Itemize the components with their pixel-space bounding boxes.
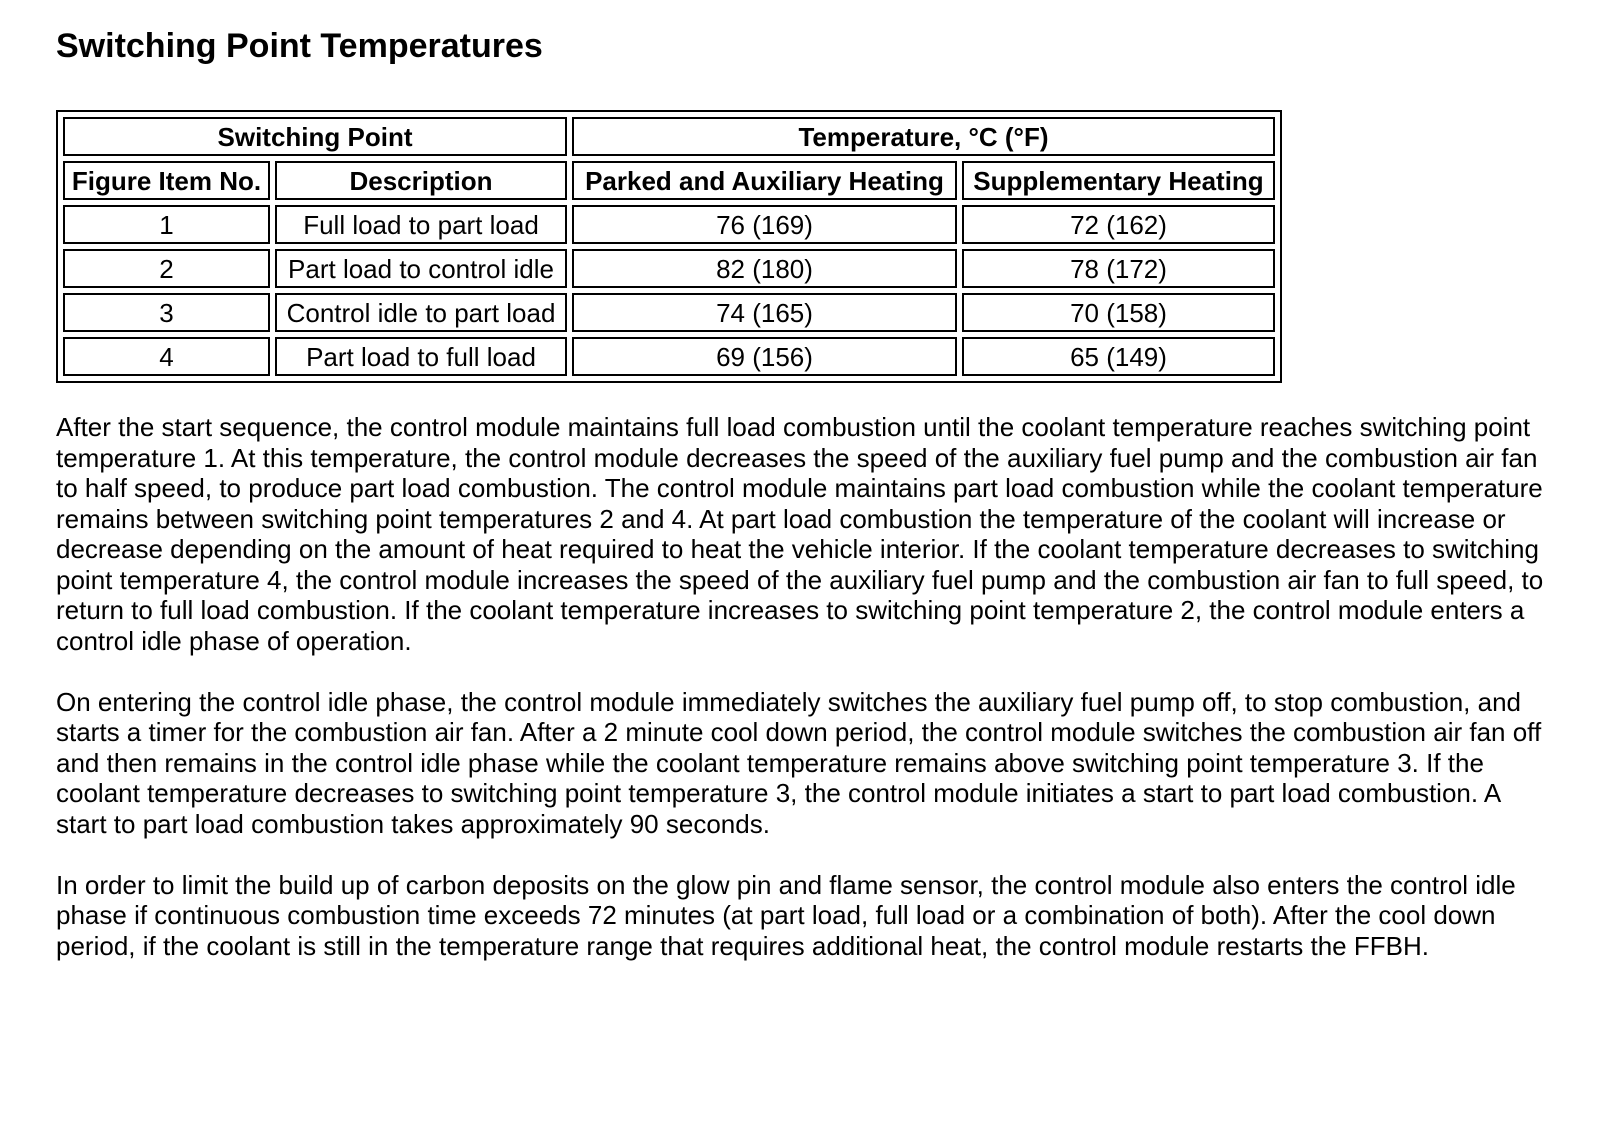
page-title: Switching Point Temperatures — [56, 27, 543, 65]
cell-figure-item-no: 3 — [63, 293, 270, 332]
table-row — [63, 249, 1275, 288]
column-header-description: Description — [275, 161, 567, 200]
switching-point-table-container — [56, 110, 1282, 383]
group-header-temperature: Temperature, °C (°F) — [572, 117, 1275, 156]
cell-description: Part load to full load — [275, 337, 567, 376]
column-header-figure-item-no: Figure Item No. — [63, 161, 270, 200]
cell-description: Part load to control idle — [275, 249, 567, 288]
cell-figure-item-no: 1 — [63, 205, 270, 244]
paragraph-full-load-sequence: After the start sequence, the control module maintains full load combustion until the coolant temperature reaches switching point temperature 1. At this temperature, the control module decreases the speed of the auxiliary fuel pump and the combustion air fan to half speed, to produce part load combustion. The control module maintains part load combustion while the coolant temperature remains between switching point temperatures 2 and 4. At part load combustion the temperature of the coolant will increase or decrease depending on the amount of heat required to heat the vehicle interior. If the coolant temperature decreases to switching point temperature 4, the control module increases the speed of the auxiliary fuel pump and the combustion air fan to full speed, to return to full load combustion. If the coolant temperature increases to switching point temperature 2, the control module enters a control idle phase of operation. — [56, 412, 1544, 656]
table-row — [63, 337, 1275, 376]
column-header-supplementary-heating: Supplementary Heating — [962, 161, 1275, 200]
cell-supplementary-heating: 78 (172) — [962, 249, 1275, 288]
cell-supplementary-heating: 70 (158) — [962, 293, 1275, 332]
group-header-switching-point: Switching Point — [63, 117, 567, 156]
cell-parked-auxiliary-heating: 74 (165) — [572, 293, 957, 332]
cell-parked-auxiliary-heating: 69 (156) — [572, 337, 957, 376]
cell-parked-auxiliary-heating: 82 (180) — [572, 249, 957, 288]
description-text — [56, 412, 1546, 992]
cell-parked-auxiliary-heating: 76 (169) — [572, 205, 957, 244]
cell-description: Control idle to part load — [275, 293, 567, 332]
cell-description: Full load to part load — [275, 205, 567, 244]
table-row — [63, 205, 1275, 244]
paragraph-control-idle-phase: On entering the control idle phase, the control module immediately switches the auxiliary fuel pump off, to stop combustion, and starts a timer for the combustion air fan. After a 2 minute cool down period, the control module switches the combustion air fan off and then remains in the control idle phase while the coolant temperature remains above switching point temperature 3. If the coolant temperature decreases to switching point temperature 3, the control module initiates a start to part load combustion. A start to part load combustion takes approximately 90 seconds. — [56, 686, 1542, 839]
column-header-parked-auxiliary-heating: Parked and Auxiliary Heating — [572, 161, 957, 200]
table-group-header-row — [63, 117, 1275, 156]
paragraph-carbon-deposits: In order to limit the build up of carbon deposits on the glow pin and flame sensor, the control module also enters the control idle phase if continuous combustion time exceeds 72 minutes (at part load, full load or a combination of both). After the cool down period, if the coolant is still in the temperature range that requires additional heat, the control module restarts the FFBH. — [56, 869, 1516, 961]
cell-figure-item-no: 4 — [63, 337, 270, 376]
table-row — [63, 293, 1275, 332]
table-header-row — [63, 161, 1275, 200]
cell-figure-item-no: 2 — [63, 249, 270, 288]
switching-point-table — [56, 110, 1282, 383]
cell-supplementary-heating: 65 (149) — [962, 337, 1275, 376]
cell-supplementary-heating: 72 (162) — [962, 205, 1275, 244]
